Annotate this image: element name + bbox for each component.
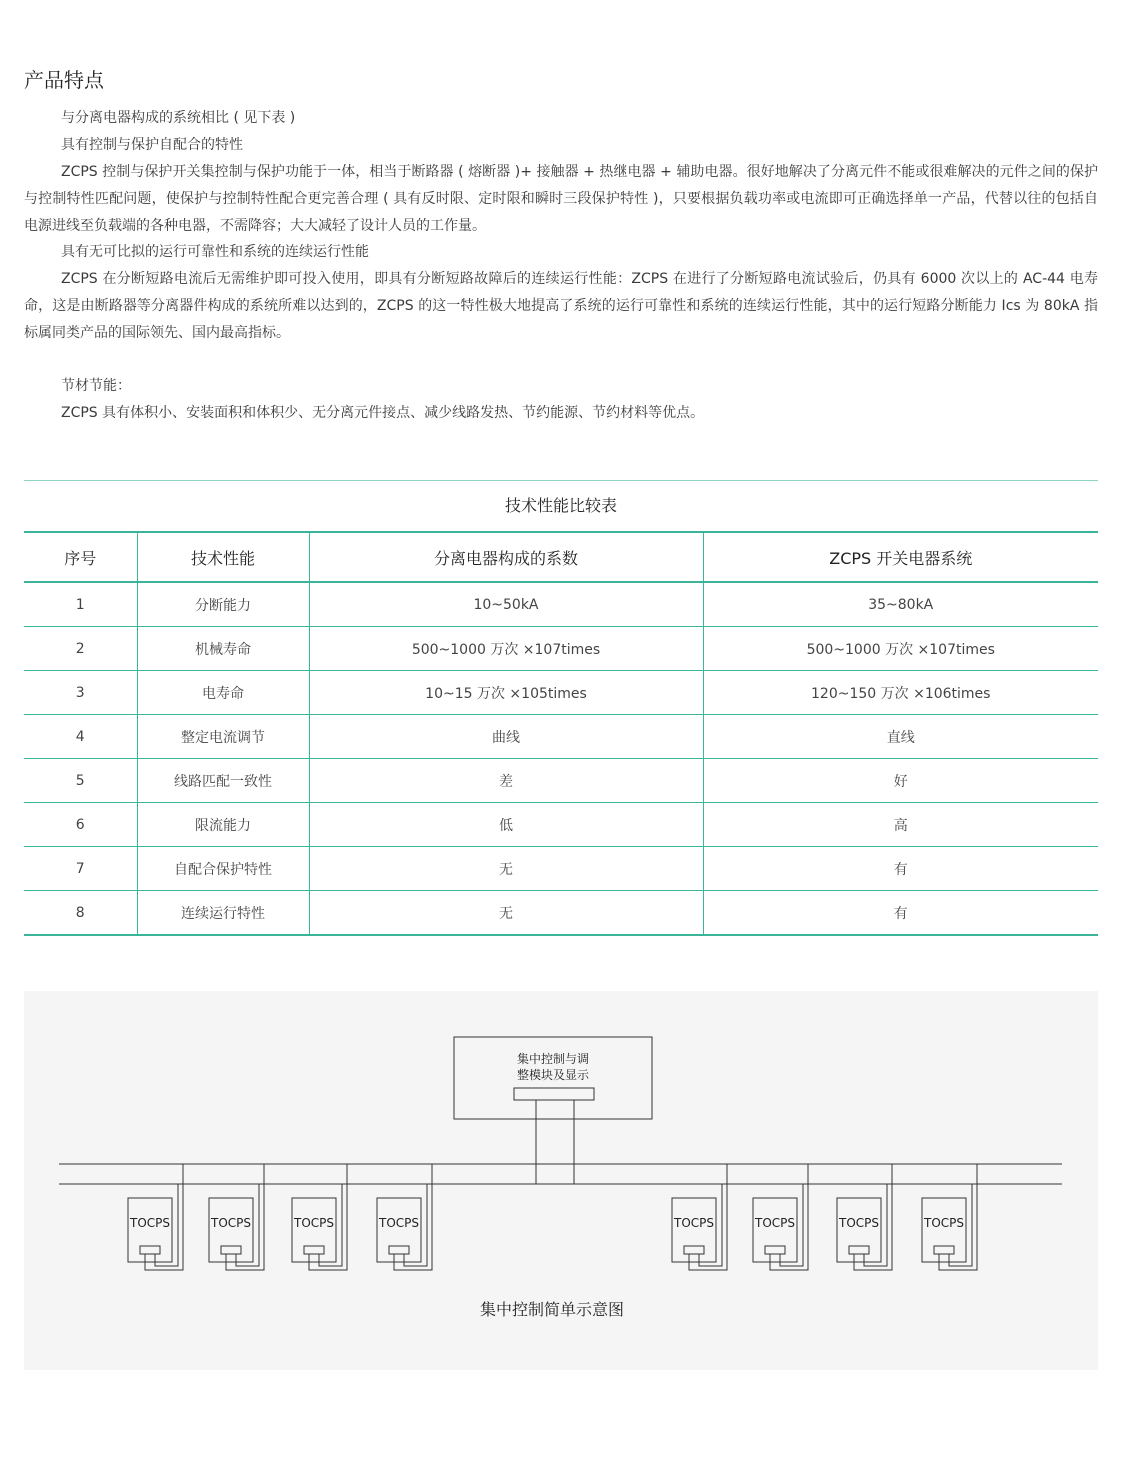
- diagram-caption: 集中控制简单示意图: [479, 1300, 624, 1319]
- cell-separate-value: 500~1000 万次 ×107times: [309, 627, 703, 671]
- cell-zcps-value: 35~80kA: [703, 582, 1098, 627]
- tocps-terminal-8: [934, 1246, 954, 1254]
- tocps-module-label-1: TOCPS: [129, 1216, 171, 1230]
- header-zcps-system: ZCPS 开关电器系统: [703, 533, 1098, 582]
- tocps-terminal-6: [765, 1246, 785, 1254]
- feature-heading-energy: 节材节能：: [61, 378, 131, 394]
- tocps-module-1: [128, 1198, 172, 1262]
- cell-index: 7: [24, 847, 137, 891]
- comparison-table: [24, 480, 1098, 936]
- cell-separate-value: 10~15 万次 ×105times: [309, 671, 703, 715]
- table-row: [24, 847, 1098, 891]
- comparison-grid: [24, 533, 1098, 936]
- tocps-module-6: [753, 1198, 797, 1262]
- cell-index: 4: [24, 715, 137, 759]
- controller-label-line1: 集中控制与调: [516, 1052, 590, 1066]
- cell-zcps-value: 500~1000 万次 ×107times: [703, 627, 1098, 671]
- tocps-terminal-1: [140, 1246, 160, 1254]
- cell-separate-value: 无: [309, 891, 703, 936]
- cell-zcps-value: 120~150 万次 ×106times: [703, 671, 1098, 715]
- feature-heading-reliability: 具有无可比拟的运行可靠性和系统的连续运行性能: [61, 244, 369, 260]
- table-row: [24, 759, 1098, 803]
- tocps-module-5: [672, 1198, 716, 1262]
- energy-paragraph: ZCPS 具有体积小、安装面积和体积少、无分离元件接点、减少线路发热、节约能源、节约材料等优点。: [61, 405, 705, 421]
- header-performance: 技术性能: [137, 533, 309, 582]
- cell-performance: 自配合保护特性: [137, 847, 309, 891]
- tocps-module-7: [837, 1198, 881, 1262]
- cell-performance: 连续运行特性: [137, 891, 309, 936]
- cell-zcps-value: 有: [703, 891, 1098, 936]
- cell-separate-value: 10~50kA: [309, 582, 703, 627]
- cell-performance: 限流能力: [137, 803, 309, 847]
- table-row: [24, 803, 1098, 847]
- tocps-module-label-8: TOCPS: [923, 1216, 965, 1230]
- table-header-row: [24, 533, 1098, 582]
- cell-performance: 电寿命: [137, 671, 309, 715]
- cell-zcps-value: 高: [703, 803, 1098, 847]
- cell-index: 1: [24, 582, 137, 627]
- tocps-module-label-5: TOCPS: [673, 1216, 715, 1230]
- intro-paragraph: 与分离电器构成的系统相比 ( 见下表 ): [61, 110, 296, 126]
- cell-index: 6: [24, 803, 137, 847]
- tocps-module-label-7: TOCPS: [838, 1216, 880, 1230]
- header-separate-system: 分离电器构成的系数: [309, 533, 703, 582]
- tocps-module-3: [292, 1198, 336, 1262]
- cell-performance: 线路匹配一致性: [137, 759, 309, 803]
- cell-performance: 分断能力: [137, 582, 309, 627]
- cell-performance: 整定电流调节: [137, 715, 309, 759]
- tocps-module-label-2: TOCPS: [210, 1216, 252, 1230]
- cell-separate-value: 无: [309, 847, 703, 891]
- feature-heading-coordination: 具有控制与保护自配合的特性: [61, 137, 243, 153]
- control-diagram-panel: [24, 991, 1098, 1370]
- tocps-terminal-7: [849, 1246, 869, 1254]
- section-title: 产品特点: [24, 68, 104, 92]
- tocps-module-label-4: TOCPS: [378, 1216, 420, 1230]
- coordination-paragraph: ZCPS 控制与保护开关集控制与保护功能于一体，相当于断路器 ( 熔断器 )+ 接触器 + 热继电器 + 辅助电器。很好地解决了分离元件不能或很难解决的元件之间的保护与控制特性匹配问题，使保护与控制特性配合更完善合理 ( 具有反时限、定时限和瞬时三段保护特性 )，只要根据负载功率或电流即可正确选择单一产品，代替以往的包括自电源进线至负载端的各种电器，不需降容；大大减轻了设计人员的工作量。: [24, 164, 1098, 234]
- tocps-terminal-5: [684, 1246, 704, 1254]
- cell-zcps-value: 直线: [703, 715, 1098, 759]
- reliability-paragraph: ZCPS 在分断短路电流后无需维护即可投入使用，即具有分断短路故障后的连续运行性能：ZCPS 在进行了分断短路电流试验后，仍具有 6000 次以上的 AC-44 电寿命，这是由断路器等分离器件构成的系统所难以达到的，ZCPS 的这一特性极大地提高了系统的运行可靠性和系统的连续运行性能，其中的运行短路分断能力 Ics 为 80kA 指标属同类产品的国际领先、国内最高指标。: [24, 271, 1098, 341]
- table-caption: 技术性能比较表: [24, 480, 1098, 533]
- controller-display: [514, 1088, 594, 1100]
- tocps-module-label-3: TOCPS: [293, 1216, 335, 1230]
- cell-zcps-value: 好: [703, 759, 1098, 803]
- cell-index: 5: [24, 759, 137, 803]
- table-row: [24, 582, 1098, 627]
- cell-separate-value: 差: [309, 759, 703, 803]
- table-row: [24, 627, 1098, 671]
- table-row: [24, 715, 1098, 759]
- cell-separate-value: 曲线: [309, 715, 703, 759]
- tocps-module-label-6: TOCPS: [754, 1216, 796, 1230]
- tocps-module-4: [377, 1198, 421, 1262]
- table-row: [24, 891, 1098, 936]
- cell-separate-value: 低: [309, 803, 703, 847]
- controller-label-line2: 整模块及显示: [516, 1068, 590, 1082]
- cell-index: 3: [24, 671, 137, 715]
- tocps-terminal-4: [389, 1246, 409, 1254]
- cell-index: 2: [24, 627, 137, 671]
- tocps-module-8: [922, 1198, 966, 1262]
- cell-zcps-value: 有: [703, 847, 1098, 891]
- tocps-terminal-3: [304, 1246, 324, 1254]
- cell-performance: 机械寿命: [137, 627, 309, 671]
- tocps-terminal-2: [221, 1246, 241, 1254]
- table-row: [24, 671, 1098, 715]
- tocps-module-2: [209, 1198, 253, 1262]
- cell-index: 8: [24, 891, 137, 936]
- header-index: 序号: [24, 533, 137, 582]
